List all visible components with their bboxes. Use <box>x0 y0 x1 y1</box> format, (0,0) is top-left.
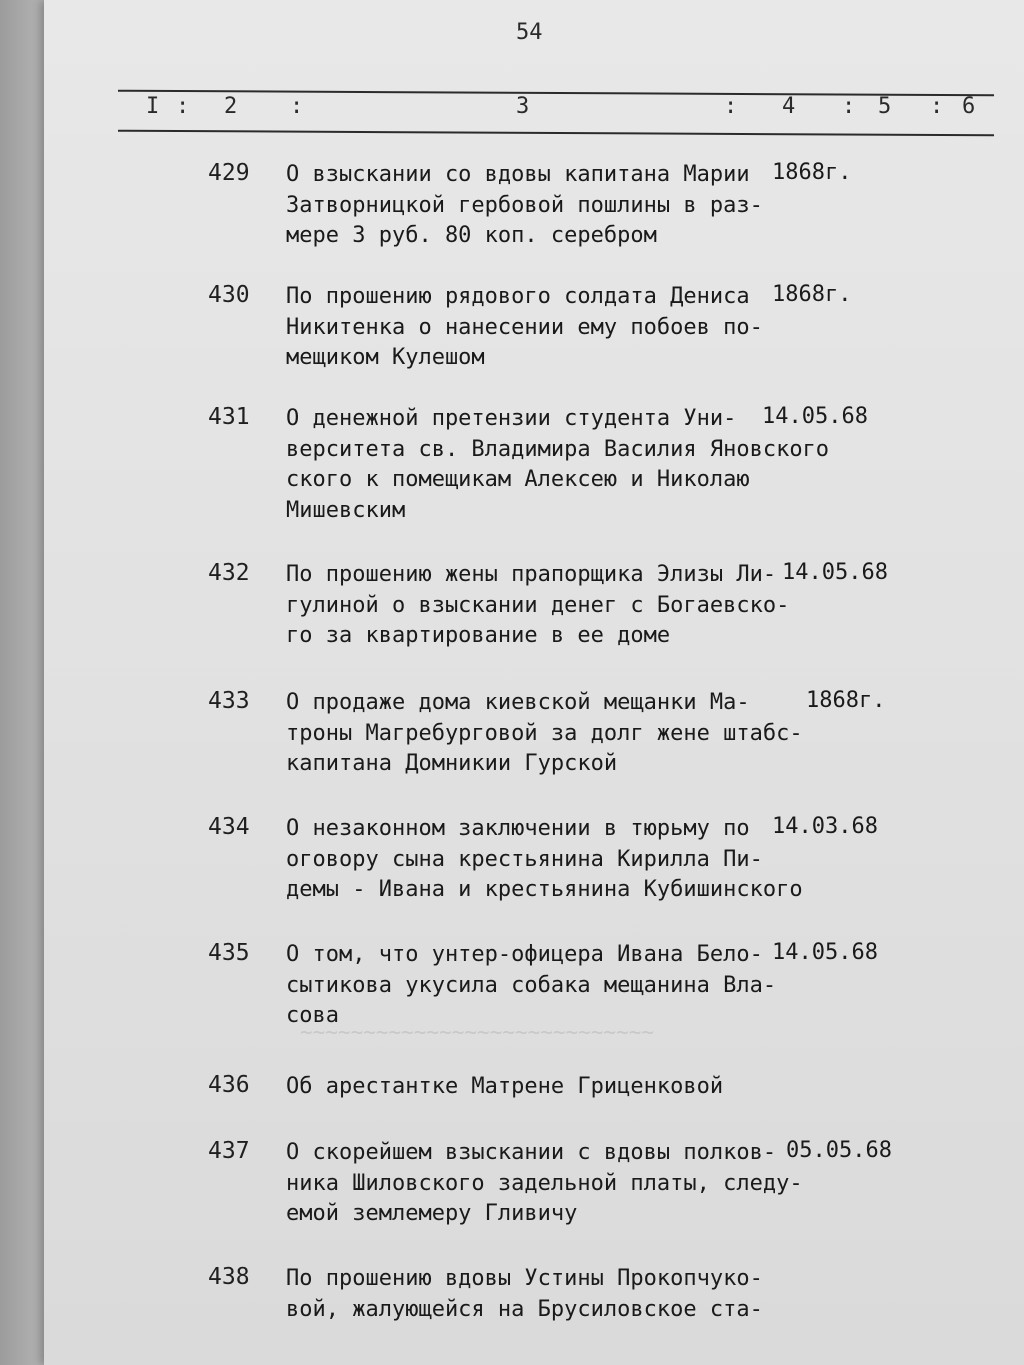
entry-title: О продаже дома киевской мещанки Ма- троны Магребурговой за долг жене штабс- капитана Домникии Гурской <box>286 690 803 776</box>
column-separator: : <box>176 94 190 119</box>
entry-title: По прошению вдовы Устины Прокопчуко- вой, жалующейся на Брусиловское ста- <box>286 1266 763 1322</box>
entry-number: 431 <box>208 404 250 430</box>
column-separator: : <box>842 94 856 119</box>
page-number: 54 <box>516 20 543 45</box>
column-number-2: 2 <box>224 94 238 119</box>
entry-number: 429 <box>208 160 250 186</box>
column-number-6: 6 <box>962 94 976 119</box>
entry-date: 14.05.68 <box>782 560 888 585</box>
column-number-5: 5 <box>878 94 892 119</box>
entry-number: 432 <box>208 560 250 586</box>
entry-date: 1868г. <box>772 160 852 185</box>
entry-title: По прошению рядового солдата Дениса Никитенка о нанесении ему побоев по- мещиком Кулешом <box>286 284 763 370</box>
entry-date: 14.03.68 <box>772 814 878 839</box>
entry-date: 14.05.68 <box>762 404 868 429</box>
entry-title: По прошению жены прапорщика Элизы Ли- гулиной о взыскании денег с Богаевско- го за квартирование в ее доме <box>286 562 790 648</box>
entry-number: 437 <box>208 1138 250 1164</box>
entry-number: 438 <box>208 1264 250 1290</box>
column-separator: : <box>290 94 304 119</box>
entry-number: 430 <box>208 282 250 308</box>
column-number-1: I <box>146 94 160 119</box>
show-through-text: ~~~~~~~~~~~~~~~~~~~~~~~~~~~~ <box>300 1020 655 1044</box>
entry-title: О скорейшем взыскании с вдовы полков- ника Шиловского задельной платы, следу- емой землемеру Гливичу <box>286 1140 803 1226</box>
entry-title: О денежной претензии студента Уни- верситета св. Владимира Василия Яновского ского к помещикам Алексею и Николаю Мишевским <box>286 406 830 523</box>
entry-title: О незаконном заключении в тюрьму по оговору сына крестьянина Кирилла Пи- демы - Ивана и крестьянина Кубишинского <box>286 816 803 902</box>
column-separator: : <box>724 94 738 119</box>
entry-title: О взыскании со вдовы капитана Марии Затворницкой гербовой пошлины в раз- мере 3 руб. 80 коп. серебром <box>286 162 763 248</box>
column-separator: : <box>930 94 944 119</box>
entry-date: 1868г. <box>772 282 852 307</box>
column-number-4: 4 <box>782 94 796 119</box>
column-number-3: 3 <box>516 94 530 119</box>
entry-date: 14.05.68 <box>772 940 878 965</box>
entry-date: 1868г. <box>806 688 886 713</box>
entry-number: 433 <box>208 688 250 714</box>
entry-date: 05.05.68 <box>786 1138 892 1163</box>
entry-number: 434 <box>208 814 250 840</box>
entry-number: 435 <box>208 940 250 966</box>
entry-number: 436 <box>208 1072 250 1098</box>
entry-title: Об арестантке Матрене Гриценковой <box>286 1074 724 1099</box>
entry-title: О том, что унтер-офицера Ивана Бело- сытикова укусила собака мещанина Вла- сова <box>286 942 777 1028</box>
